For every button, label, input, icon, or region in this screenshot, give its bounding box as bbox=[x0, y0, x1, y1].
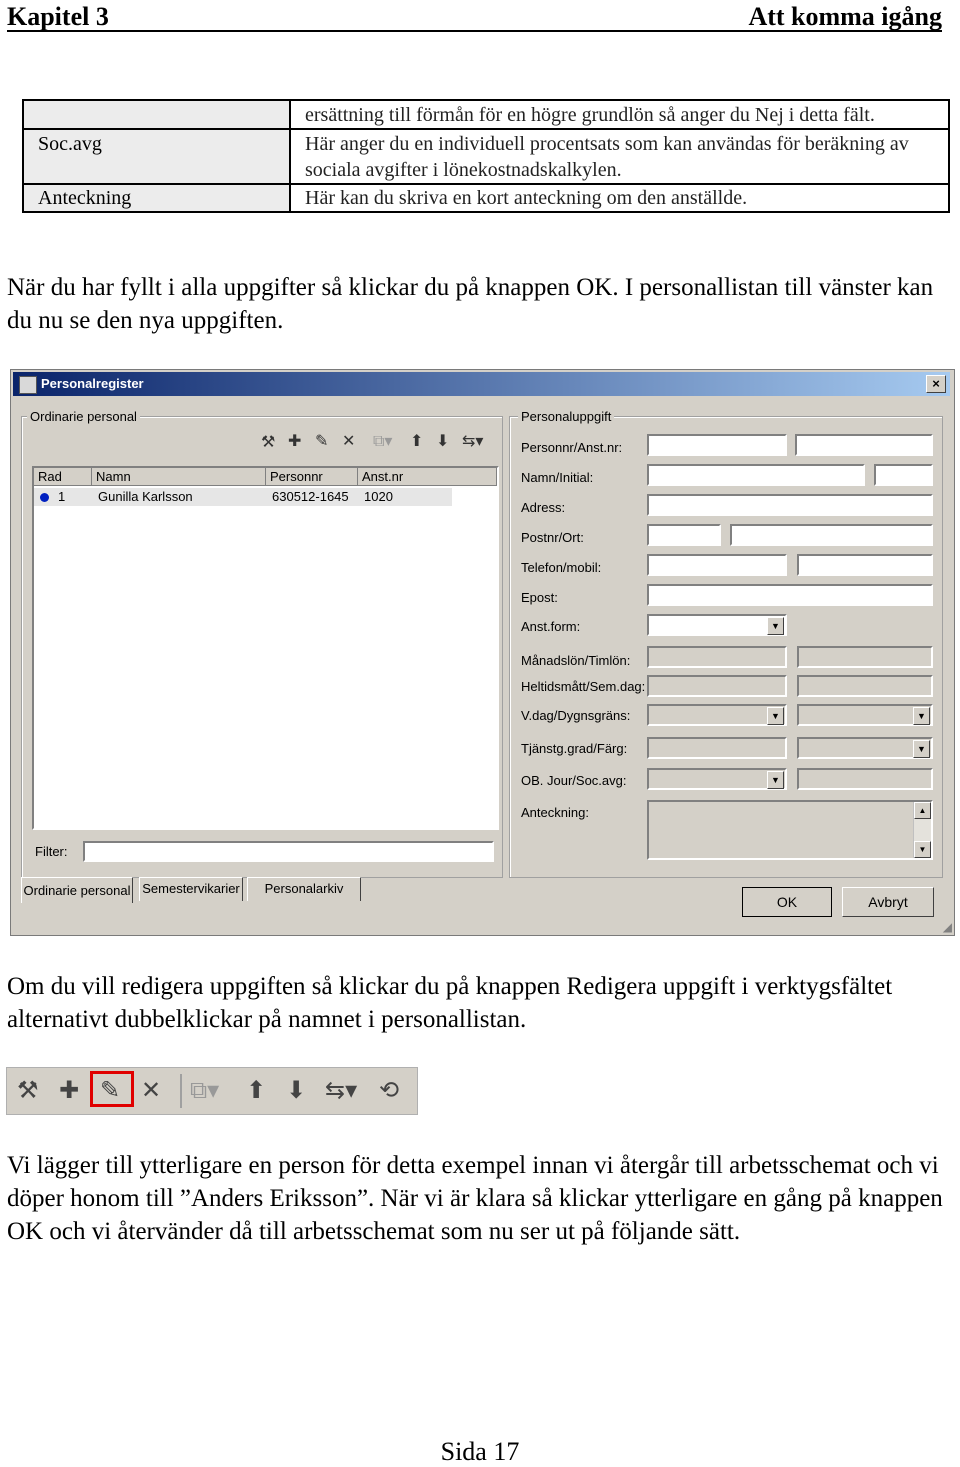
table-label: Anteckning bbox=[23, 184, 290, 212]
close-button[interactable]: × bbox=[926, 375, 946, 393]
telefon-field[interactable] bbox=[647, 554, 787, 576]
label-anteckning: Anteckning: bbox=[521, 805, 589, 820]
column-header-personnr[interactable]: Personnr bbox=[266, 468, 358, 486]
chevron-down-icon[interactable]: ▼ bbox=[767, 771, 784, 789]
paragraph-next-step: Vi lägger till ytterligare en person för detta exempel innan vi återgår till arbetsschemat och vi döper honom till ”Anders Eriksson”. När vi är klara så klickar ytterligare en gång på knappen OK och vi återvänder då till arbetsschemat som nu ser ut på följande sätt. bbox=[7, 1152, 943, 1245]
filter-label: Filter: bbox=[35, 844, 68, 859]
adress-field[interactable] bbox=[647, 494, 933, 516]
list-item[interactable] bbox=[34, 488, 452, 506]
edit-icon[interactable]: ✎ bbox=[100, 1076, 121, 1104]
select-icon[interactable]: ⚒ bbox=[261, 434, 276, 451]
sort-icon[interactable]: ⇆▾ bbox=[325, 1076, 358, 1104]
chevron-down-icon[interactable]: ▼ bbox=[913, 707, 930, 725]
paragraph-edit-info: Om du vill redigera uppgiften så klickar du på knappen Redigera uppgift i verktygsfältet alternativt dubbelklickar på namnet i personallistan. bbox=[7, 973, 893, 1033]
cancel-button[interactable]: Avbryt bbox=[842, 887, 934, 917]
up-arrow-icon[interactable]: ⬆ bbox=[410, 433, 424, 450]
tab-semestervikarier[interactable]: Semestervikarier bbox=[139, 877, 243, 901]
personnr-field[interactable] bbox=[647, 434, 787, 456]
column-header-rad[interactable]: Rad bbox=[34, 468, 92, 486]
row-namn: Gunilla Karlsson bbox=[98, 489, 193, 504]
tab-ordinarie-personal[interactable]: Ordinarie personal bbox=[21, 877, 133, 903]
delete-icon[interactable]: ✕ bbox=[342, 433, 356, 450]
row-anstnr: 1020 bbox=[364, 489, 393, 504]
table-text: ersättning till förmån för en högre grundlön så anger du Nej i detta fält. bbox=[290, 100, 949, 129]
epost-field[interactable] bbox=[647, 584, 933, 606]
table-row bbox=[23, 100, 949, 129]
filter-input[interactable] bbox=[83, 841, 494, 862]
farg-select[interactable] bbox=[797, 737, 933, 759]
label-namn: Namn/Initial: bbox=[521, 470, 594, 485]
page-number: Sida 17 bbox=[440, 1437, 520, 1466]
chevron-down-icon[interactable]: ▼ bbox=[913, 740, 930, 758]
postnr-field[interactable] bbox=[647, 524, 721, 546]
ort-field[interactable] bbox=[730, 524, 933, 546]
scroll-up-icon[interactable]: ▲ bbox=[914, 802, 931, 819]
label-personnr: Personnr/Anst.nr: bbox=[521, 440, 623, 455]
title-bar bbox=[13, 372, 950, 396]
tjanstgrad-field[interactable] bbox=[647, 737, 787, 759]
label-epost: Epost: bbox=[521, 590, 558, 605]
edit-highlight-box bbox=[90, 1071, 134, 1107]
add-icon[interactable]: ✚ bbox=[288, 433, 302, 450]
table-label: Soc.avg bbox=[23, 129, 290, 184]
copy-icon[interactable]: ⧉▾ bbox=[373, 433, 393, 450]
timlon-field[interactable] bbox=[797, 646, 933, 668]
toolbar-image bbox=[6, 1067, 418, 1115]
label-manadslon: Månadslön/Timlön: bbox=[521, 653, 631, 668]
column-header-anstnr[interactable]: Anst.nr bbox=[358, 468, 497, 486]
left-group-title: Ordinarie personal bbox=[27, 409, 140, 424]
dygnsgrans-select[interactable] bbox=[797, 704, 933, 726]
select-icon[interactable]: ⚒ bbox=[17, 1076, 39, 1104]
scroll-down-icon[interactable]: ▼ bbox=[914, 841, 931, 858]
table-text: Här anger du en individuell procentsats som kan användas för beräkning av sociala avgifter i lönekostnadskalkylen. bbox=[290, 129, 949, 184]
table-label bbox=[23, 100, 290, 129]
up-arrow-icon[interactable]: ⬆ bbox=[246, 1076, 267, 1104]
label-telefon: Telefon/mobil: bbox=[521, 560, 602, 575]
personalregister-dialog bbox=[10, 369, 955, 936]
copy-icon[interactable]: ⧉▾ bbox=[190, 1076, 220, 1104]
label-postnr: Postnr/Ort: bbox=[521, 530, 584, 545]
down-arrow-icon[interactable]: ⬇ bbox=[436, 433, 450, 450]
chevron-down-icon[interactable]: ▼ bbox=[767, 617, 784, 635]
mobil-field[interactable] bbox=[797, 554, 933, 576]
initial-field[interactable] bbox=[874, 464, 933, 486]
label-ob-jour: OB. Jour/Soc.avg: bbox=[521, 773, 627, 788]
table-row bbox=[23, 129, 949, 184]
field-description-table bbox=[22, 99, 950, 213]
right-group-title: Personaluppgift bbox=[518, 409, 614, 424]
vdag-select[interactable] bbox=[647, 704, 787, 726]
ok-button[interactable]: OK bbox=[742, 887, 832, 917]
row-personnr: 630512-1645 bbox=[272, 489, 349, 504]
anstnr-field[interactable] bbox=[795, 434, 933, 456]
semdag-field[interactable] bbox=[797, 675, 933, 697]
refresh-icon[interactable]: ⟲ bbox=[379, 1076, 400, 1104]
personnel-list[interactable] bbox=[32, 466, 499, 830]
label-adress: Adress: bbox=[521, 500, 566, 515]
anteckning-textarea[interactable] bbox=[647, 800, 933, 860]
label-vdag: V.dag/Dygnsgräns: bbox=[521, 708, 631, 723]
delete-icon[interactable]: ✕ bbox=[141, 1076, 162, 1104]
heltidsmatt-field[interactable] bbox=[647, 675, 787, 697]
tab-personalarkiv[interactable]: Personalarkiv bbox=[247, 877, 361, 901]
scrollbar[interactable] bbox=[913, 802, 931, 858]
ob-jour-select[interactable] bbox=[647, 768, 787, 790]
app-icon bbox=[19, 376, 37, 394]
label-tjanstgrad: Tjänstg.grad/Färg: bbox=[521, 741, 628, 756]
label-anstform: Anst.form: bbox=[521, 619, 581, 634]
chapter-title: Kapitel 3 bbox=[7, 2, 109, 31]
anstform-select[interactable] bbox=[647, 614, 787, 636]
socavg-field[interactable] bbox=[797, 768, 933, 790]
manadslon-field[interactable] bbox=[647, 646, 787, 668]
edit-icon[interactable]: ✎ bbox=[315, 433, 329, 450]
paragraph-ok-info: När du har fyllt i alla uppgifter så klickar du på knappen OK. I personallistan till vänster kan du nu se den nya uppgiften. bbox=[7, 274, 934, 334]
toolbar-separator bbox=[180, 1074, 182, 1108]
namn-field[interactable] bbox=[647, 464, 865, 486]
page-header bbox=[7, 0, 942, 32]
section-title: Att komma igång bbox=[748, 2, 942, 31]
column-header-namn[interactable]: Namn bbox=[92, 468, 266, 486]
add-icon[interactable]: ✚ bbox=[59, 1076, 80, 1104]
down-arrow-icon[interactable]: ⬇ bbox=[286, 1076, 307, 1104]
table-row bbox=[23, 184, 949, 212]
dialog-title: Personalregister bbox=[41, 376, 144, 391]
resize-grip-icon[interactable]: ◢ bbox=[942, 920, 952, 934]
sort-icon[interactable]: ⇆▾ bbox=[462, 433, 484, 450]
label-heltidsmatt: Heltidsmått/Sem.dag: bbox=[521, 679, 646, 694]
status-dot-icon bbox=[40, 493, 49, 502]
chevron-down-icon[interactable]: ▼ bbox=[767, 707, 784, 725]
row-rad: 1 bbox=[58, 489, 66, 504]
table-text: Här kan du skriva en kort anteckning om den anställde. bbox=[290, 184, 949, 212]
